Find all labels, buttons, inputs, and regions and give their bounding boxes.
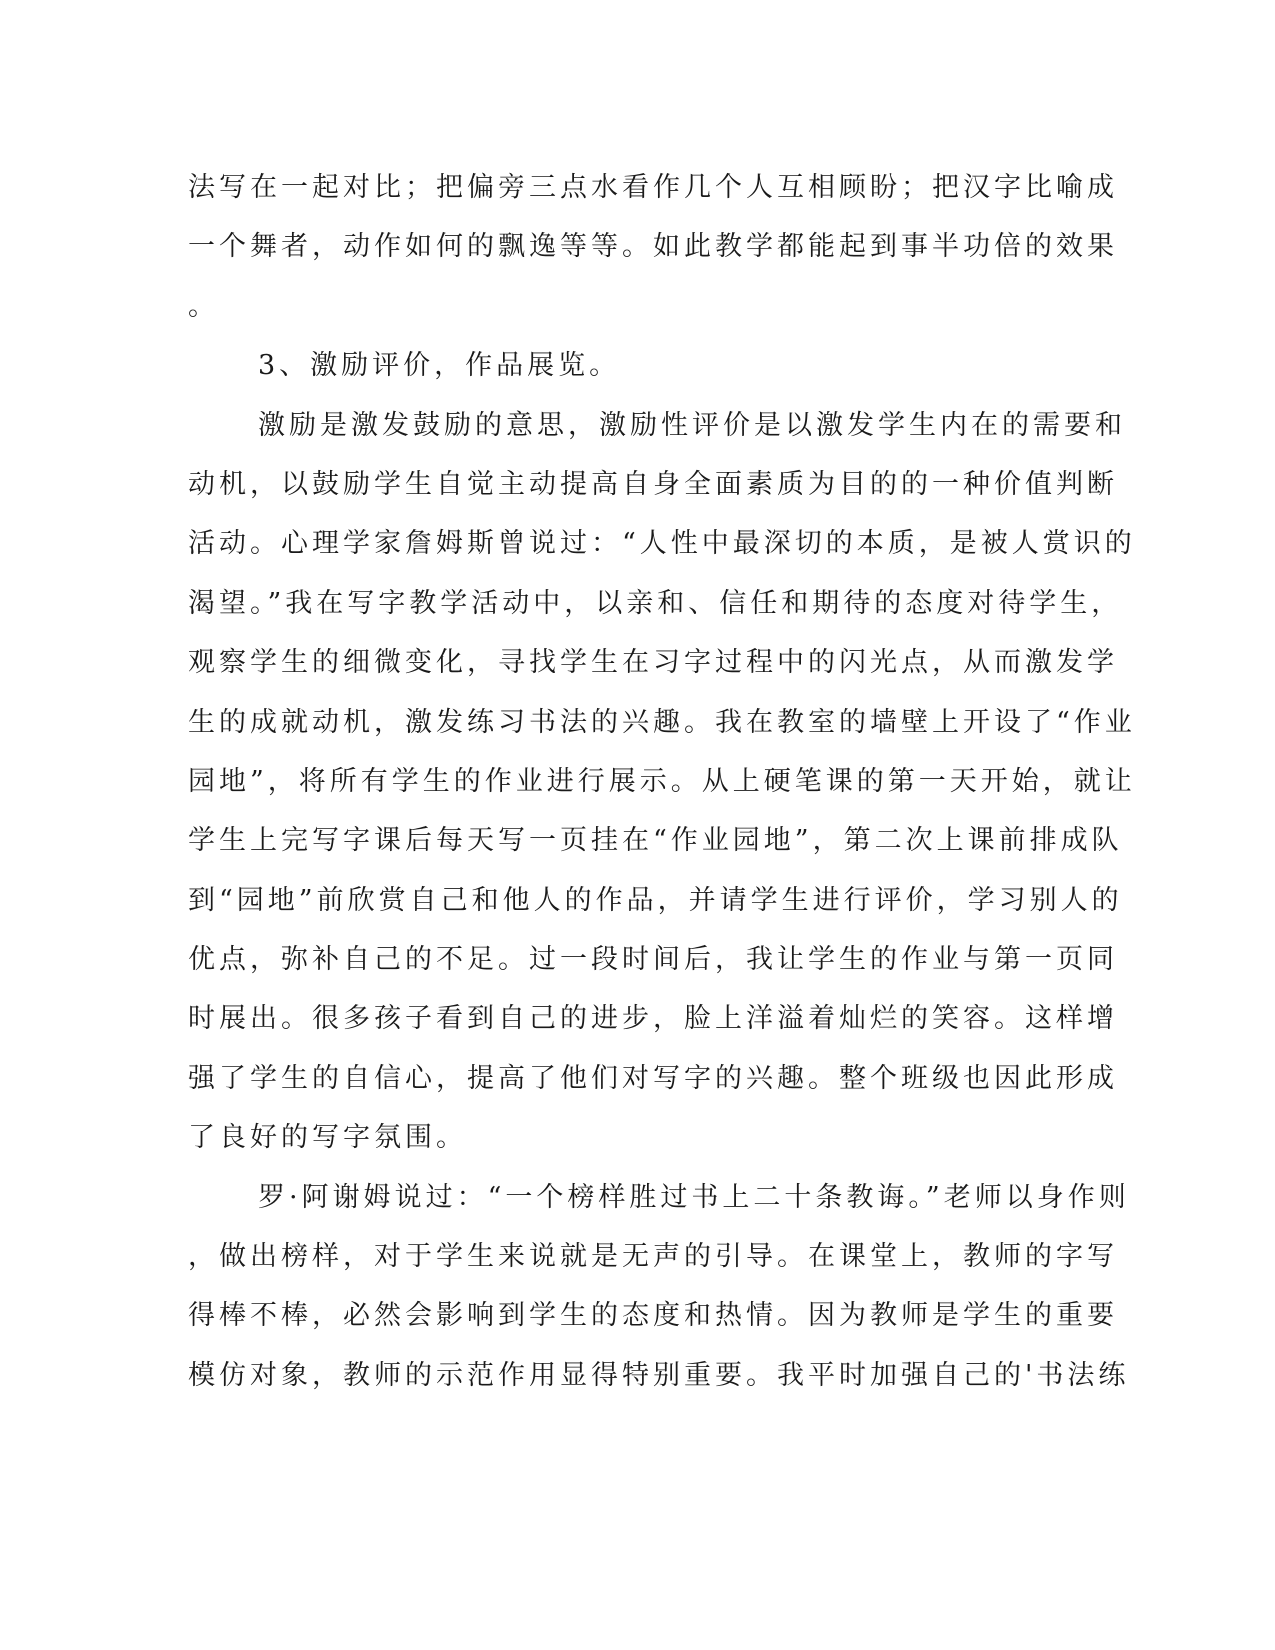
body-text bbox=[188, 158, 1136, 1405]
text-line: 模仿对象，教师的示范作用显得特别重要。我平时加强自己的'书法练 bbox=[188, 1359, 1130, 1391]
text-line: 优点，弥补自己的不足。过一段时间后，我让学生的作业与第一页同 bbox=[188, 944, 1118, 976]
text-line: 时展出。很多孩子看到自己的进步，脸上洋溢着灿烂的笑容。这样增 bbox=[188, 1003, 1118, 1035]
text-line: 一个舞者，动作如何的飘逸等等。如此教学都能起到事半功倍的效果 bbox=[188, 231, 1118, 263]
text-line: 观察学生的细微变化，寻找学生在习字过程中的闪光点，从而激发学 bbox=[188, 647, 1118, 679]
paragraph-start: 罗·阿谢姆说过：“一个榜样胜过书上二十条教诲。”老师以身作则 bbox=[258, 1181, 1130, 1213]
text-line: 活动。心理学家詹姆斯曾说过：“人性中最深切的本质，是被人赏识的 bbox=[188, 528, 1136, 560]
text-line: 生的成就动机，激发练习书法的兴趣。我在教室的墙壁上开设了“作业 bbox=[188, 706, 1136, 738]
paragraph-start: 激励是激发鼓励的意思，激励性评价是以激发学生内在的需要和 bbox=[258, 409, 1126, 441]
text-line: 了良好的写字氛围。 bbox=[188, 1122, 467, 1154]
text-line: 学生上完写字课后每天写一页挂在“作业园地”，第二次上课前排成队 bbox=[188, 825, 1123, 857]
text-line: 园地”，将所有学生的作业进行展示。从上硬笔课的第一天开始，就让 bbox=[188, 765, 1136, 797]
text-line: 动机，以鼓励学生自觉主动提高自身全面素质为目的的一种价值判断 bbox=[188, 468, 1118, 500]
text-line: 。 bbox=[188, 290, 219, 322]
text-line: 得棒不棒，必然会影响到学生的态度和热情。因为教师是学生的重要 bbox=[188, 1300, 1118, 1332]
text-line: 到“园地”前欣赏自己和他人的作品，并请学生进行评价，学习别人的 bbox=[188, 884, 1123, 916]
text-line: 渴望。”我在写字教学活动中，以亲和、信任和期待的态度对待学生， bbox=[188, 587, 1123, 619]
text-line: 法写在一起对比；把偏旁三点水看作几个人互相顾盼；把汉字比喻成 bbox=[188, 172, 1118, 203]
text-line: 强了学生的自信心，提高了他们对写字的兴趣。整个班级也因此形成 bbox=[188, 1062, 1118, 1094]
text-line: ，做出榜样，对于学生来说就是无声的引导。在课堂上，教师的字写 bbox=[188, 1241, 1118, 1273]
section-heading: 3、激励评价，作品展览。 bbox=[258, 350, 621, 382]
